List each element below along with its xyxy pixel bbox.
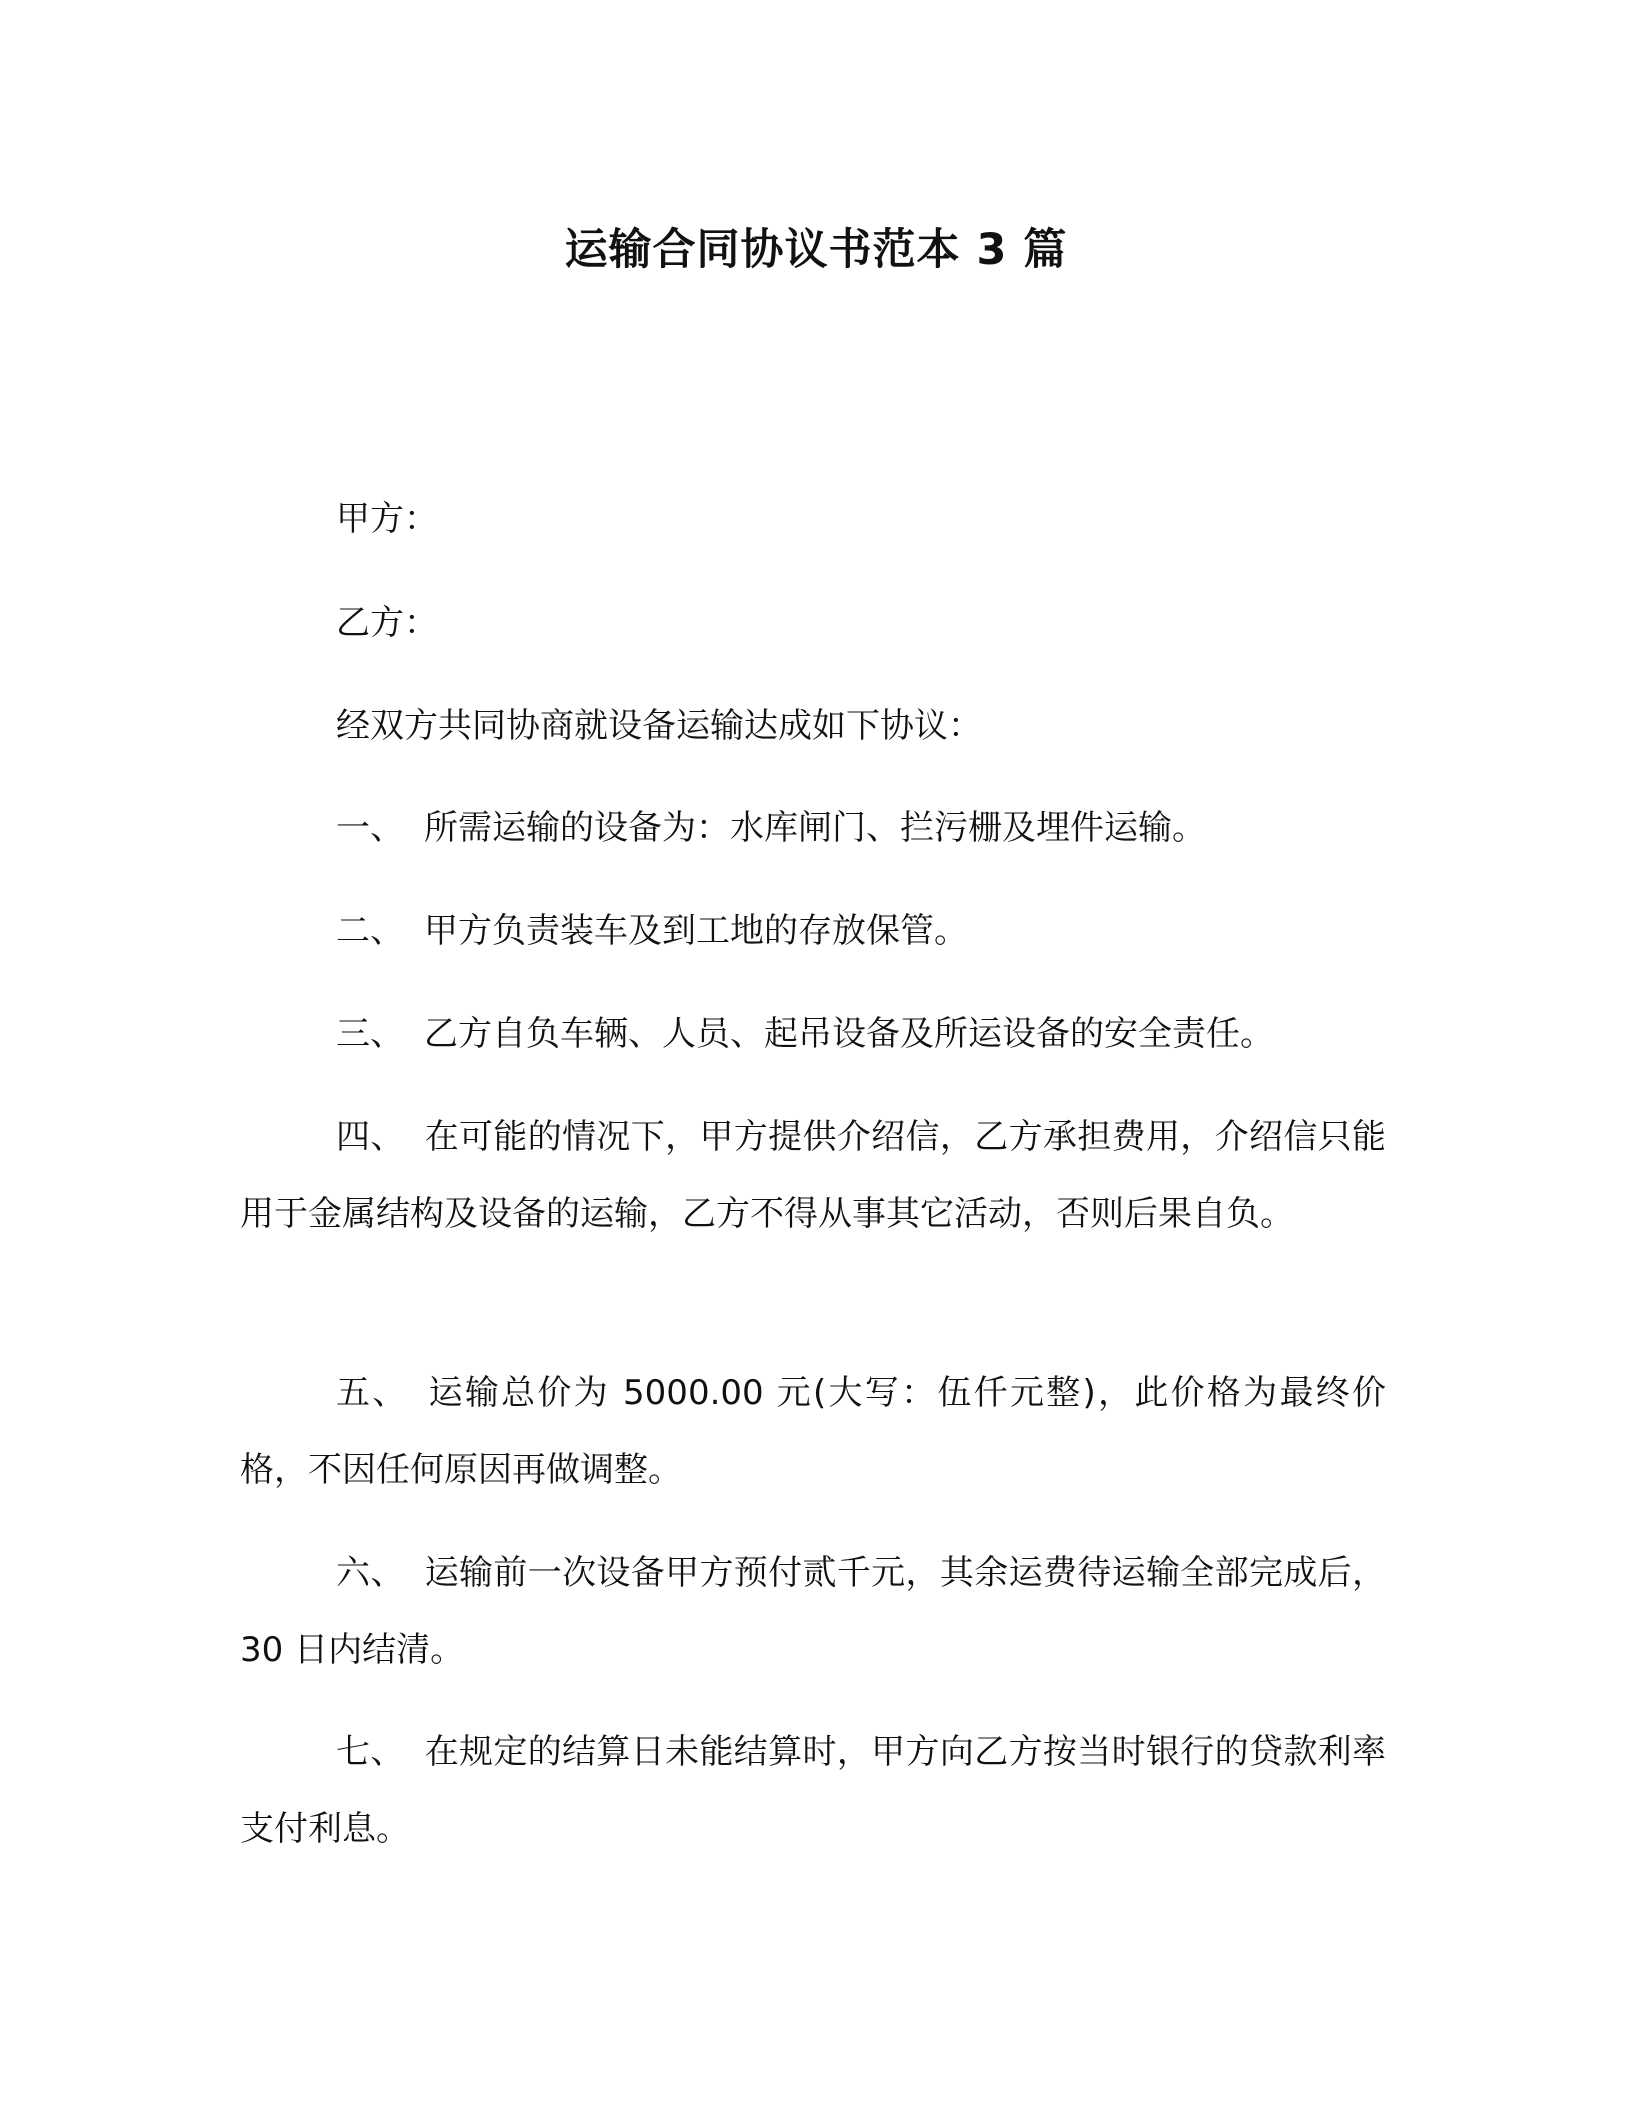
clause-6 <box>240 1535 1386 1689</box>
clause-text: 所需运输的设备为：水库闸门、拦污栅及埋件运输。 <box>424 808 1206 848</box>
document-title: 运输合同协议书范本 3 篇 <box>564 225 1068 275</box>
party-b-label: 乙方： <box>336 603 438 643</box>
clause-text: 运输前一次设备甲方预付贰千元，其余运费待运输全部完成后，30 日内结清。 <box>240 1553 1387 1670</box>
clause-number: 七、 <box>336 1732 405 1772</box>
party-a-label: 甲方： <box>336 499 438 539</box>
clause-number: 五、 <box>336 1373 409 1413</box>
clause-text: 运输总价为 5000.00 元(大写：伍仟元整)，此价格为最终价格，不因任何原因再做调整。 <box>240 1373 1386 1490</box>
clause-text: 甲方负责装车及到工地的存放保管。 <box>424 911 968 951</box>
clause-4 <box>240 1099 1386 1253</box>
clause-text: 在规定的结算日未能结算时，甲方向乙方按当时银行的贷款利率支付利息。 <box>240 1732 1387 1849</box>
agreement-intro: 经双方共同协商就设备运输达成如下协议： <box>336 706 982 746</box>
clause-1 <box>240 790 1386 867</box>
clause-7 <box>240 1714 1386 1868</box>
clause-number: 六、 <box>336 1553 405 1593</box>
clause-text: 乙方自负车辆、人员、起吊设备及所运设备的安全责任。 <box>424 1014 1274 1054</box>
clause-number: 二、 <box>336 911 404 951</box>
clause-number: 一、 <box>336 808 404 848</box>
clause-text: 在可能的情况下，甲方提供介绍信，乙方承担费用，介绍信只能用于金属结构及设备的运输，乙方不得从事其它活动，否则后果自负。 <box>240 1117 1387 1234</box>
clause-number: 三、 <box>336 1014 404 1054</box>
clause-number: 四、 <box>336 1117 405 1157</box>
clause-2 <box>240 893 1386 970</box>
clause-3 <box>240 996 1386 1073</box>
clause-5 <box>240 1355 1386 1509</box>
